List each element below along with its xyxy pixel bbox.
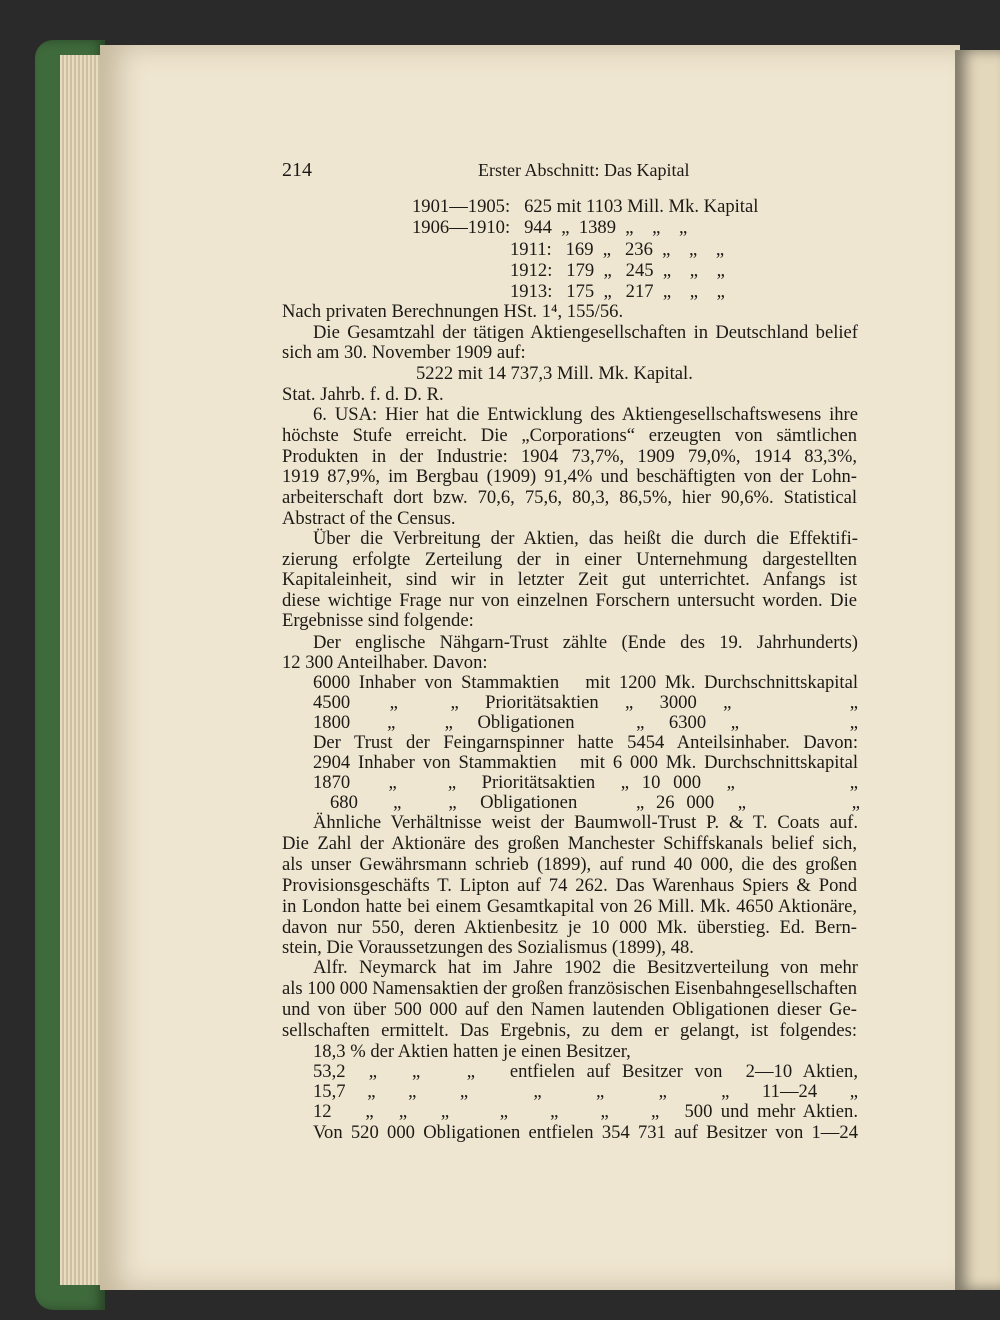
- text-line: Ergebnisse sind folgende:: [282, 610, 474, 631]
- text-line: als unser Gewährsmann schrieb (1899), auf rund 40 000, die des großen: [282, 854, 857, 875]
- text-line: 1913: 175 „ 217 „ „ „: [510, 281, 725, 302]
- text-line: 6. USA: Hier hat die Entwicklung des Aktiengesellschaftswesens ihre: [313, 404, 858, 425]
- text-line: Über die Verbreitung der Aktien, das heißt die durch die Effektifi-: [313, 528, 858, 549]
- text-line: Produkten in der Industrie: 1904 73,7%, 1909 79,0%, 1914 83,3%,: [282, 446, 857, 467]
- text-line: Provisionsgeschäfts T. Lipton auf 74 262. Das Warenhaus Spiers & Pond: [282, 875, 857, 896]
- text-line: Der Trust der Feingarnspinner hatte 5454 Anteilsinhaber. Davon:: [313, 732, 858, 753]
- text-line: 1906—1910: 944 „ 1389 „ „ „: [412, 217, 688, 238]
- text-line: 680 „ „ Obligationen „ 26 000 „ „: [330, 792, 860, 813]
- text-line: arbeiterschaft dort bzw. 70,6, 75,6, 80,3, 86,5%, hier 90,6%. Statistical: [282, 487, 857, 508]
- text-line: 1901—1905: 625 mit 1103 Mill. Mk. Kapital: [412, 196, 759, 217]
- text-line: 1800 „ „ Obligationen „ 6300 „ „: [313, 712, 858, 733]
- text-line: als 100 000 Namensaktien der großen französischen Eisenbahngesellschaften: [282, 978, 858, 999]
- text-line: und von über 500 000 auf den Namen lautenden Obligationen dieser Ge-: [282, 999, 857, 1020]
- text-line: stein, Die Voraussetzungen des Sozialismus (1899), 48.: [282, 937, 694, 958]
- text-line: höchste Stufe erreicht. Die „Corporations“ erzeugten von sämtlichen: [282, 425, 857, 446]
- text-line: 4500 „ „ Prioritätsaktien „ 3000 „ „: [313, 692, 858, 713]
- text-line: 53,2 „ „ „ entfielen auf Besitzer von 2—10 Aktien,: [313, 1061, 858, 1082]
- text-line: Nach privaten Berechnungen HSt. 1⁴, 155/56.: [282, 301, 624, 322]
- text-line: sich am 30. November 1909 auf:: [282, 342, 526, 363]
- text-line: 5222 mit 14 737,3 Mill. Mk. Kapital.: [416, 363, 693, 384]
- text-line: Alfr. Neymarck hat im Jahre 1902 die Besitzverteilung von mehr: [313, 957, 858, 978]
- text-line: Stat. Jahrb. f. d. D. R.: [282, 384, 444, 405]
- text-line: in London hatte bei einem Gesamtkapital von 26 Mill. Mk. 4650 Aktionäre,: [282, 896, 857, 917]
- running-title: Erster Abschnitt: Das Kapital: [478, 160, 690, 180]
- text-line: 1919 87,9%, im Bergbau (1909) 91,4% und beschäftigten von der Lohn-: [282, 466, 857, 487]
- text-line: 12 „ „ „ „ „ „ „ 500 und mehr Aktien.: [313, 1101, 858, 1122]
- text-line: sellschaften ermittelt. Das Ergebnis, zu dem er gelangt, ist folgendes:: [282, 1020, 857, 1041]
- text-line: Kapitaleinheit, sind wir in letzter Zeit gut unterrichtet. Anfangs ist: [282, 569, 857, 590]
- text-line: 1912: 179 „ 245 „ „ „: [510, 260, 725, 281]
- page-number: 214: [282, 159, 312, 181]
- text-line: 15,7 „ „ „ „ „ „ „ 11—24 „: [313, 1081, 858, 1102]
- text-line: zierung erfolgte Zerteilung der in einer Unternehmung dargestellten: [282, 549, 857, 570]
- text-line: 1911: 169 „ 236 „ „ „: [510, 239, 725, 260]
- text-line: Die Gesamtzahl der tätigen Aktiengesellschaften in Deutschland belief: [313, 322, 858, 343]
- text-line: diese wichtige Frage nur von einzelnen Forschern untersucht worden. Die: [282, 590, 857, 611]
- text-line: Ähnliche Verhältnisse weist der Baumwoll-Trust P. & T. Coats auf.: [313, 812, 858, 833]
- text-line: Abstract of the Census.: [282, 508, 456, 529]
- text-line: Von 520 000 Obligationen entfielen 354 731 auf Besitzer von 1—24: [313, 1122, 858, 1143]
- text-line: 18,3 % der Aktien hatten je einen Besitzer,: [313, 1041, 631, 1062]
- text-line: 6000 Inhaber von Stammaktien mit 1200 Mk. Durchschnittskapital: [313, 672, 858, 693]
- text-line: Die Zahl der Aktionäre des großen Manchester Schiffskanals belief sich,: [282, 833, 857, 854]
- facing-page-edge: [955, 50, 1000, 1290]
- text-line: 1870 „ „ Prioritätsaktien „ 10 000 „ „: [313, 772, 858, 793]
- text-line: 12 300 Anteilhaber. Davon:: [282, 652, 488, 673]
- text-line: davon nur 550, deren Aktienbesitz je 10 000 Mk. überstieg. Ed. Bern-: [282, 917, 857, 938]
- text-line: 2904 Inhaber von Stammaktien mit 6 000 Mk. Durchschnittskapital: [313, 752, 858, 773]
- text-line: Der englische Nähgarn-Trust zählte (Ende des 19. Jahrhunderts): [313, 632, 858, 653]
